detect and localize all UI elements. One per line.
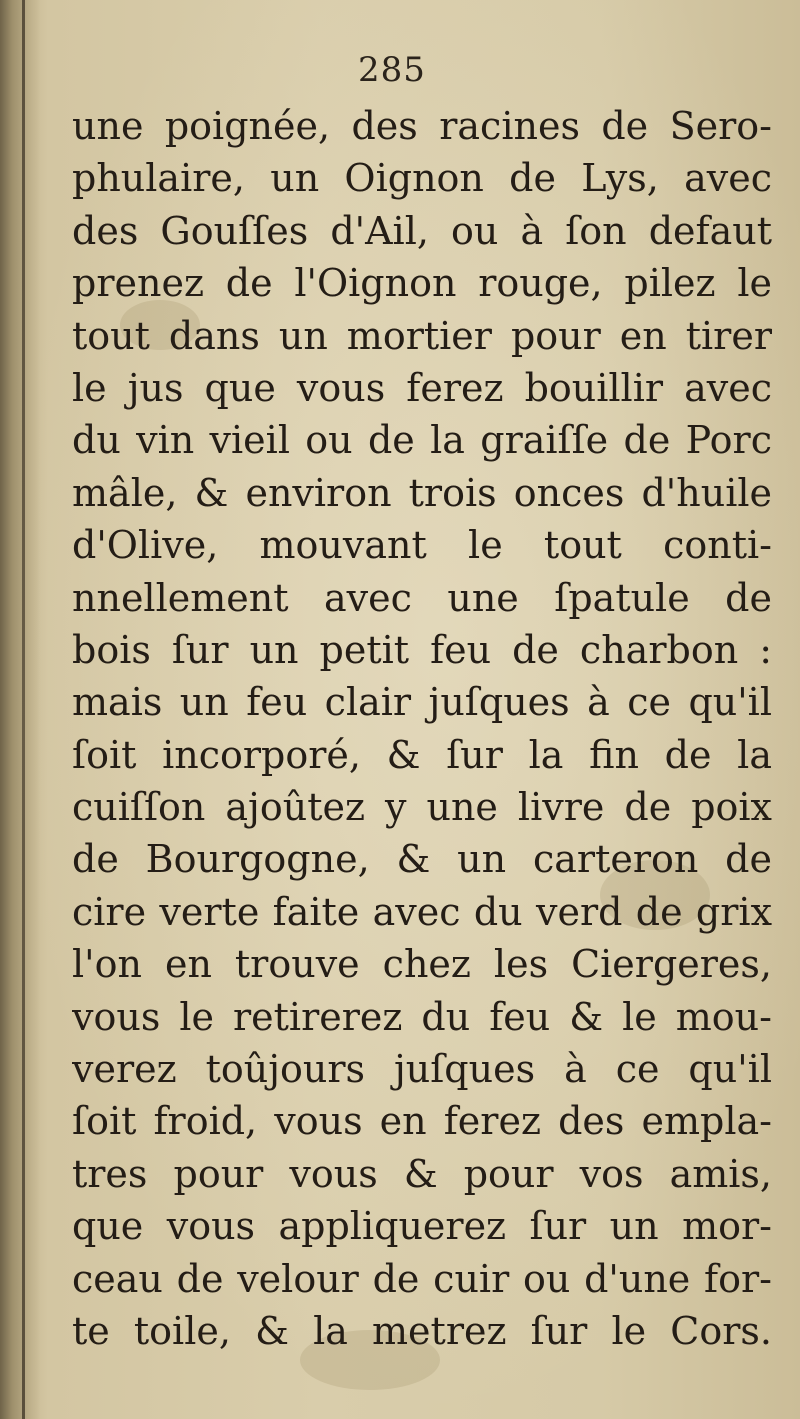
text-line: ſoit incorporé, & ſur la fin de la: [72, 732, 772, 777]
text-line: ceau de velour de cuir ou d'une for-: [72, 1256, 772, 1301]
text-line: verez toûjours juſques à ce qu'il: [72, 1047, 772, 1092]
text-line: bois ſur un petit feu de charbon :: [72, 627, 772, 672]
text-line: cire verte faite avec du verd de grix: [72, 889, 772, 934]
text-line: tout dans un mortier pour en tirer: [72, 313, 772, 358]
body-text: [72, 100, 772, 1357]
text-line: mais un feu clair juſques à ce qu'il: [72, 680, 772, 725]
page-number: 285: [358, 50, 426, 90]
text-line: du vin vieil ou de la graiſſe de Porc: [72, 418, 772, 463]
text-line: prenez de l'Oignon rouge, pilez le: [72, 261, 772, 306]
text-line: le jus que vous ferez bouillir avec: [72, 365, 772, 410]
text-line: vous le retirerez du feu & le mou-: [72, 994, 772, 1039]
binding-edge: [22, 0, 25, 1419]
text-line: nnellement avec une ſpatule de: [72, 575, 772, 620]
page-gutter: [0, 0, 40, 1419]
text-line: mâle, & environ trois onces d'huile: [72, 470, 772, 515]
text-line: l'on en trouve chez les Ciergeres,: [72, 942, 772, 987]
text-line: tres pour vous & pour vos amis,: [72, 1151, 772, 1196]
text-line: que vous appliquerez ſur un mor-: [72, 1204, 772, 1249]
text-line: ſoit froid, vous en ferez des empla-: [72, 1099, 772, 1144]
text-line: de Bourgogne, & un carteron de: [72, 837, 772, 882]
text-line: phulaire, un Oignon de Lys, avec: [72, 156, 772, 201]
text-line: d'Olive, mouvant le tout conti-: [72, 523, 772, 568]
text-line: des Gouſſes d'Ail, ou à ſon defaut: [72, 208, 772, 253]
text-line: cuiſſon ajoûtez y une livre de poix: [72, 785, 772, 830]
text-line: te toile, & la metrez ſur le Cors.: [72, 1308, 772, 1353]
text-line: une poignée, des racines de Sero-: [72, 104, 772, 148]
